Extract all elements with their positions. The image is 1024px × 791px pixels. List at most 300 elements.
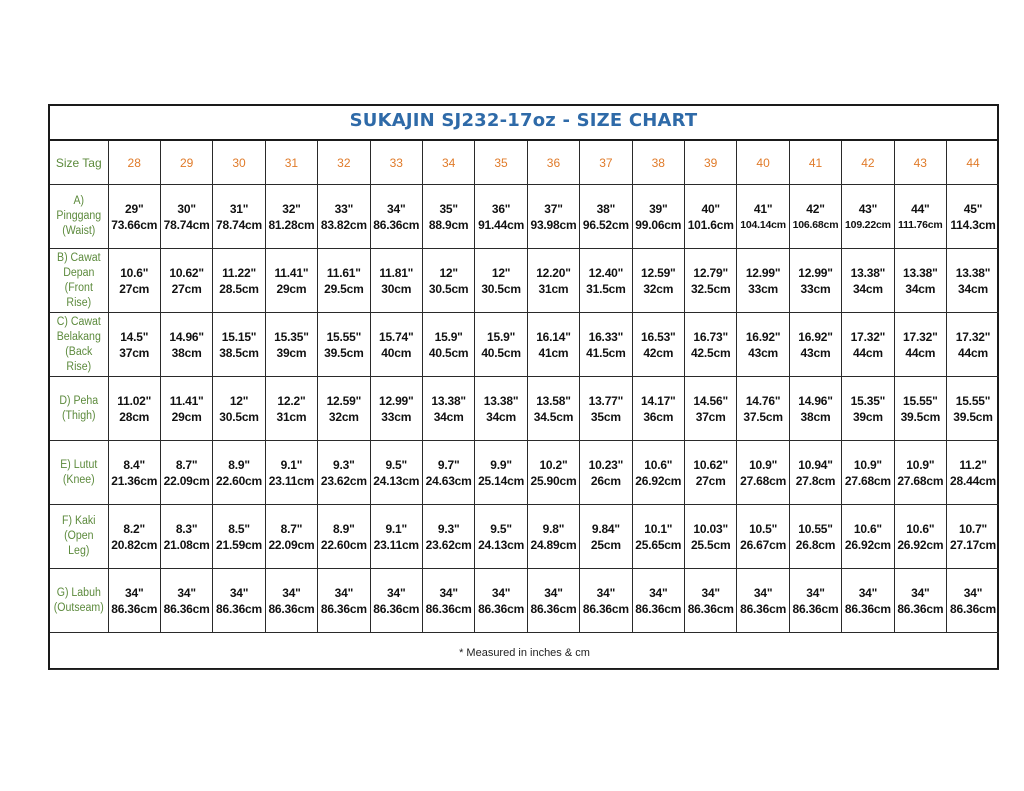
value-cm: 40cm [381,345,412,360]
value-cm: 33cm [748,281,779,296]
size-tag-cell: 35 [475,141,527,185]
size-tag-cell: 37 [580,141,632,185]
measurement-cell [789,569,841,633]
size-tag-cell: 32 [318,141,370,185]
footer-table [50,633,999,670]
value-inches: 17.32" [850,329,886,344]
value-inches: 12.99" [798,265,833,280]
value-inches: 14.17" [641,393,676,408]
size-tag-cell: 29 [160,141,212,185]
measurement-cell [422,441,474,505]
measurement-cell [318,185,370,249]
value-cm: 36cm [643,409,674,424]
measurement-cell [789,185,841,249]
size-tag-cell: 38 [632,141,684,185]
value-cm: 38cm [171,345,202,360]
value-inches: 10.9" [749,457,778,472]
value-inches: 45" [963,201,983,216]
measurement-cell [947,313,999,377]
value-inches: 9.9" [490,457,512,472]
value-cm: 111.76cm [898,218,943,231]
value-inches: 14.96" [798,393,833,408]
value-inches: 13.38" [955,265,991,280]
value-inches: 13.58" [536,393,571,408]
measurement-cell [108,249,160,313]
measurement-cell [370,505,422,569]
size-chart-table [50,141,999,633]
value-cm: 86.36cm [373,217,420,232]
value-inches: 9.3" [333,457,355,472]
value-cm: 44cm [852,345,883,360]
value-cm: 88.9cm [428,217,469,232]
value-inches: 15.74" [378,329,414,344]
measurement-cell [684,441,736,505]
measurement-cell [370,441,422,505]
value-cm: 41.5cm [586,345,626,360]
value-cm: 29cm [171,409,202,424]
size-tag-cell: 39 [684,141,736,185]
measurement-cell [894,377,946,441]
measurement-row [50,505,999,569]
measurement-cell [527,249,579,313]
measurement-cell [894,505,946,569]
value-inches: 9.5" [490,521,512,536]
value-inches: 13.38" [483,393,519,408]
value-inches: 34" [334,585,354,600]
value-inches: 34" [387,201,406,216]
measurement-label-line: (Waist) [62,225,96,237]
measurement-label-line: B) Cawat [57,251,101,264]
value-inches: 34" [858,585,878,600]
value-cm: 86.36cm [478,601,525,616]
measurement-cell [265,249,317,313]
measurement-cell [108,313,160,377]
value-inches: 15.15" [221,329,257,344]
measurement-cell [947,249,999,313]
measurement-cell [422,313,474,377]
measurement-cell [318,249,370,313]
measurement-cell [108,505,160,569]
value-inches: 34" [282,585,301,600]
value-inches: 12.99" [745,265,781,280]
value-inches: 36" [491,201,511,216]
value-cm: 25cm [590,537,621,552]
measurement-cell [213,505,265,569]
value-inches: 9.1" [385,521,408,536]
measurement-cell [684,377,736,441]
value-cm: 21.59cm [216,537,263,552]
value-cm: 34.5cm [533,409,574,424]
value-cm: 40.5cm [428,345,469,360]
value-cm: 30.5cm [428,281,469,296]
measurement-label [52,313,105,377]
measurement-label-line: Pinggang [56,210,102,222]
value-inches: 16.14" [536,329,571,344]
value-inches: 17.32" [903,329,938,344]
measurement-row [50,313,999,377]
value-cm: 86.36cm [268,601,315,616]
value-cm: 22.60cm [320,537,367,552]
measurement-cell [684,505,736,569]
value-cm: 39.5cm [900,409,941,424]
measurement-cell [894,185,946,249]
value-cm: 44cm [958,345,988,360]
measurement-cell [632,249,684,313]
measurement-cell [370,185,422,249]
value-inches: 11.61" [326,265,361,280]
value-cm: 25.65cm [635,537,682,552]
value-inches: 12" [491,265,511,280]
value-inches: 8.3" [175,521,198,536]
measurement-cell [527,505,579,569]
value-cm: 78.74cm [216,217,263,232]
measurement-cell [580,185,632,249]
value-cm: 73.66cm [111,217,158,232]
value-cm: 39cm [276,345,307,360]
footnote: * Measured in inches & cm [459,647,590,659]
value-inches: 34" [596,585,616,600]
measurement-cell [160,441,212,505]
value-inches: 33" [334,201,354,216]
value-inches: 12.20" [536,265,571,280]
value-cm: 31cm [276,409,307,424]
measurement-cell [789,377,841,441]
measurement-cell [160,505,212,569]
value-inches: 8.2" [123,521,145,536]
size-tag-cell: 30 [213,141,265,185]
value-inches: 10.23" [588,457,624,472]
value-cm: 42cm [643,345,674,360]
value-cm: 23.11cm [373,537,419,552]
value-cm: 104.14cm [740,218,786,231]
measurement-cell [213,569,265,633]
value-inches: 11.02" [117,393,152,408]
measurement-cell [475,377,527,441]
value-inches: 10.6" [906,521,935,536]
value-cm: 24.13cm [373,473,420,488]
footer-cell [50,633,999,670]
value-inches: 31" [229,201,249,216]
measurement-cell [160,185,212,249]
measurement-label-line: C) Cawat [56,315,101,328]
measurement-cell [527,313,579,377]
value-cm: 23.11cm [268,473,315,488]
measurement-label-line: (Front [64,281,93,294]
size-tag-cell: 33 [370,141,422,185]
measurement-row [50,377,999,441]
value-inches: 10.6" [120,265,149,280]
value-cm: 26cm [590,473,621,488]
value-inches: 14.76" [745,393,781,408]
value-cm: 22.09cm [268,537,315,552]
value-inches: 16.53" [641,329,676,344]
value-cm: 86.36cm [373,601,420,616]
measurement-cell [265,313,317,377]
value-inches: 10.62" [693,457,728,472]
value-cm: 40.5cm [481,345,521,360]
measurement-cell [108,185,160,249]
value-inches: 15.55" [955,393,991,408]
value-inches: 8.9" [228,457,250,472]
measurement-cell [265,377,317,441]
measurement-cell [684,569,736,633]
value-cm: 24.13cm [478,537,525,552]
value-cm: 38.5cm [219,345,259,360]
value-inches: 11.41" [169,393,204,408]
measurement-cell [370,313,422,377]
value-cm: 44cm [905,345,936,360]
footer-row [50,633,999,670]
measurement-cell [842,505,894,569]
size-tag-cell: 31 [265,141,317,185]
measurement-cell [737,313,789,377]
value-cm: 25.14cm [478,473,525,488]
measurement-cell [160,249,212,313]
measurement-cell [422,377,474,441]
value-inches: 11.41" [274,265,309,280]
chart-title: SUKAJIN SJ232-17oz - SIZE CHART [349,110,698,131]
value-inches: 11.22" [222,265,256,280]
size-tag-cell: 43 [894,141,946,185]
value-inches: 15.55" [903,393,938,408]
measurement-cell [789,313,841,377]
value-inches: 29" [125,201,144,216]
measurement-cell [370,249,422,313]
value-inches: 12" [439,265,458,280]
measurement-cell [265,569,317,633]
value-cm: 37cm [119,345,150,360]
value-cm: 21.08cm [163,537,210,552]
value-cm: 37.5cm [743,409,783,424]
value-cm: 99.06cm [635,217,682,232]
size-tag-cell: 34 [422,141,474,185]
value-cm: 24.89cm [530,537,577,552]
value-inches: 12" [229,393,249,408]
measurement-cell [213,249,265,313]
value-inches: 14.56" [693,393,728,408]
size-tag-cell: 41 [789,141,841,185]
value-cm: 26.67cm [740,537,787,552]
value-cm: 81.28cm [268,217,315,232]
value-inches: 34" [491,585,511,600]
measurement-cell [318,313,370,377]
measurement-cell [527,377,579,441]
value-cm: 35cm [590,409,621,424]
value-inches: 42" [806,201,825,216]
value-inches: 10.9" [906,457,935,472]
measurement-cell [160,569,212,633]
measurement-cell [684,249,736,313]
measurement-cell [370,377,422,441]
value-cm: 28.5cm [219,281,259,296]
value-cm: 39.5cm [324,345,364,360]
measurement-row [50,249,999,313]
measurement-cell [580,569,632,633]
value-inches: 14.5" [120,329,149,344]
value-inches: 8.4" [123,457,145,472]
value-cm: 86.36cm [111,601,158,616]
value-inches: 15.35" [274,329,309,344]
measurement-cell [213,313,265,377]
measurement-cell [894,313,946,377]
value-inches: 10.9" [853,457,882,472]
value-inches: 10.7" [958,521,988,536]
measurement-cell [108,377,160,441]
measurement-cell [108,441,160,505]
value-cm: 78.74cm [163,217,210,232]
size-tag-cell: 40 [737,141,789,185]
measurement-cell [108,569,160,633]
measurement-label-line: F) Kaki [62,515,96,527]
measurement-cell [789,249,841,313]
measurement-cell [213,441,265,505]
value-cm: 86.36cm [582,601,629,616]
measurement-cell [789,441,841,505]
value-cm: 43cm [748,345,779,360]
value-cm: 93.98cm [530,217,577,232]
measurement-cell [737,377,789,441]
value-inches: 39" [649,201,668,216]
measurement-cell [580,441,632,505]
value-cm: 34cm [958,281,988,296]
measurement-cell [632,185,684,249]
value-cm: 27.68cm [897,473,944,488]
value-cm: 86.36cm [163,601,210,616]
value-inches: 15.9" [487,329,516,344]
value-inches: 8.7" [175,457,198,472]
measurement-cell [160,313,212,377]
size-tag-cell: 44 [947,141,999,185]
value-inches: 34" [806,585,825,600]
value-cm: 20.82cm [111,537,158,552]
value-inches: 41" [753,201,773,216]
value-cm: 33cm [800,281,831,296]
value-cm: 23.62cm [425,537,472,552]
value-inches: 10.55" [798,521,833,536]
measurement-cell [842,377,894,441]
size-tag-label: Size Tag [50,141,108,185]
value-cm: 86.36cm [740,601,787,616]
value-cm: 96.52cm [582,217,629,232]
value-cm: 42.5cm [690,345,731,360]
measurement-cell [213,185,265,249]
size-tag-cell: 36 [527,141,579,185]
measurement-cell [947,185,999,249]
value-cm: 27cm [119,281,150,296]
value-cm: 23.62cm [320,473,367,488]
measurement-label-line: A) [73,195,85,207]
measurement-cell [370,569,422,633]
value-inches: 34" [649,585,668,600]
measurement-cell [160,377,212,441]
value-cm: 30.5cm [481,281,521,296]
value-inches: 9.8" [542,521,565,536]
measurement-label [52,569,105,633]
measurement-label-line: G) Labuh [56,586,101,599]
size-tag-cell: 28 [108,141,160,185]
measurement-cell [580,313,632,377]
value-cm: 34cm [905,281,936,296]
measurement-label-line: (Thigh) [62,409,96,422]
measurement-cell [422,569,474,633]
value-inches: 34" [387,585,406,600]
measurement-cell [947,569,999,633]
size-tag-cell: 42 [842,141,894,185]
measurement-cell [580,505,632,569]
measurement-cell [265,185,317,249]
value-cm: 32.5cm [690,281,731,296]
value-inches: 14.96" [169,329,204,344]
value-cm: 86.36cm [950,601,996,616]
measurement-cell [265,505,317,569]
value-cm: 31cm [538,281,569,296]
value-cm: 86.36cm [792,601,839,616]
value-inches: 10.2" [539,457,568,472]
value-inches: 10.5" [749,521,778,536]
value-inches: 13.38" [431,393,466,408]
value-cm: 86.36cm [844,601,891,616]
measurement-cell [947,441,999,505]
value-cm: 30cm [381,281,412,296]
measurement-cell [475,249,527,313]
value-cm: 24.63cm [425,473,472,488]
value-inches: 17.32" [955,329,991,344]
value-inches: 38" [596,201,616,216]
value-cm: 37cm [695,409,726,424]
value-cm: 33cm [381,409,412,424]
size-chart-body [50,141,999,633]
value-cm: 34cm [433,409,464,424]
measurement-cell [894,569,946,633]
measurement-row [50,441,999,505]
measurement-cell [632,441,684,505]
value-inches: 34" [963,585,983,600]
value-cm: 27cm [171,281,202,296]
value-inches: 9.84" [591,521,620,536]
value-cm: 22.09cm [163,473,210,488]
value-inches: 34" [911,585,930,600]
value-inches: 34" [229,585,249,600]
value-inches: 35" [439,201,458,216]
value-cm: 83.82cm [320,217,367,232]
value-cm: 31.5cm [586,281,626,296]
value-inches: 10.62" [169,265,204,280]
measurement-cell [527,569,579,633]
measurement-label-line: (Outseam) [53,601,104,614]
value-cm: 26.8cm [795,537,836,552]
measurement-cell [684,185,736,249]
measurement-label-line: (Knee) [62,473,95,486]
value-cm: 39.5cm [953,409,993,424]
value-cm: 26.92cm [897,537,944,552]
measurement-cell [737,441,789,505]
value-inches: 13.38" [850,265,886,280]
measurement-cell [422,249,474,313]
value-cm: 41cm [538,345,569,360]
value-inches: 12.59" [326,393,362,408]
value-cm: 29.5cm [324,281,364,296]
measurement-cell [422,185,474,249]
value-inches: 13.38" [903,265,938,280]
value-inches: 32" [282,201,301,216]
measurement-cell [213,377,265,441]
value-cm: 34cm [852,281,883,296]
measurement-label-line: (Back Rise) [65,345,93,373]
value-cm: 86.36cm [687,601,734,616]
value-inches: 10.94" [798,457,833,472]
value-cm: 86.36cm [320,601,367,616]
value-cm: 32cm [643,281,674,296]
